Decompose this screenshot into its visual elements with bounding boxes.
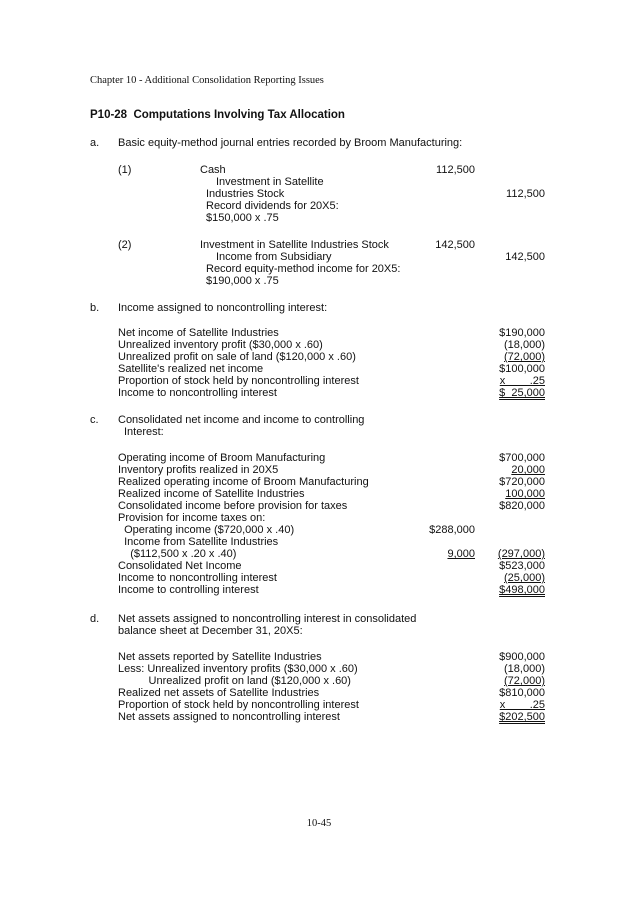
d-row-label: Net assets assigned to noncontrolling interest bbox=[118, 711, 340, 723]
part-c-heading-2: Interest: bbox=[124, 426, 164, 438]
entry-2-note-1: Record equity-method income for 20X5: bbox=[206, 263, 401, 275]
d-row-value: $810,000 bbox=[499, 687, 545, 699]
c-row-label: Operating income ($720,000 x .40) bbox=[118, 524, 295, 536]
entry-2-number: (2) bbox=[118, 239, 132, 251]
c-row-value: 100,000 bbox=[505, 488, 545, 500]
c-row-label: Operating income of Broom Manufacturing bbox=[118, 452, 326, 464]
b-row-value: $ 25,000 bbox=[499, 387, 545, 399]
d-row-value: x .25 bbox=[499, 699, 545, 711]
b-row-label: Proportion of stock held by noncontrolling interest bbox=[118, 375, 359, 387]
c-row-value: 20,000 bbox=[511, 464, 545, 476]
c-row-label: Consolidated income before provision for taxes bbox=[118, 500, 348, 512]
b-row-label: Income to noncontrolling interest bbox=[118, 387, 277, 399]
part-c-heading-1: Consolidated net income and income to controlling bbox=[118, 414, 365, 426]
c-row-mid-value: 9,000 bbox=[447, 548, 475, 560]
part-b-letter: b. bbox=[90, 302, 100, 314]
entry-1-number: (1) bbox=[118, 164, 132, 176]
c-row-value: (25,000) bbox=[504, 572, 545, 584]
entry-1-note-2: $150,000 x .75 bbox=[206, 212, 279, 224]
part-a-heading: Basic equity-method journal entries recorded by Broom Manufacturing: bbox=[118, 137, 463, 149]
c-row-mid-value: $288,000 bbox=[429, 524, 475, 536]
c-row-label: Provision for income taxes on: bbox=[118, 512, 266, 524]
part-d-letter: d. bbox=[90, 613, 100, 625]
d-row-label: Proportion of stock held by noncontrolling interest bbox=[118, 699, 359, 711]
d-row-value: $202,500 bbox=[499, 711, 545, 723]
entry-2-credit-line-1: Income from Subsidiary bbox=[216, 251, 332, 263]
b-row-value: $100,000 bbox=[499, 363, 545, 375]
c-row-label: Income to noncontrolling interest bbox=[118, 572, 277, 584]
b-row-value: x .25 bbox=[499, 375, 545, 387]
entry-2-debit-account: Investment in Satellite Industries Stock bbox=[200, 239, 389, 251]
entry-2-note-2: $190,000 x .75 bbox=[206, 275, 279, 287]
entry-2-credit-amount: 142,500 bbox=[505, 251, 545, 263]
b-row-label: Net income of Satellite Industries bbox=[118, 327, 279, 339]
c-row-label: Realized income of Satellite Industries bbox=[118, 488, 305, 500]
c-row-value: $523,000 bbox=[499, 560, 545, 572]
c-row-value: $820,000 bbox=[499, 500, 545, 512]
b-row-value: (18,000) bbox=[504, 339, 545, 351]
entry-1-note-1: Record dividends for 20X5: bbox=[206, 200, 339, 212]
b-row-label: Satellite's realized net income bbox=[118, 363, 264, 375]
part-c-letter: c. bbox=[90, 414, 99, 426]
entry-1-credit-amount: 112,500 bbox=[506, 188, 545, 200]
b-row-label: Unrealized inventory profit ($30,000 x .60) bbox=[118, 339, 323, 351]
c-row-label: Inventory profits realized in 20X5 bbox=[118, 464, 279, 476]
part-d-heading-2: balance sheet at December 31, 20X5: bbox=[118, 625, 303, 637]
part-b-heading: Income assigned to noncontrolling interest: bbox=[118, 302, 328, 314]
c-row-label: Income to controlling interest bbox=[118, 584, 259, 596]
d-row-label: Net assets reported by Satellite Industries bbox=[118, 651, 322, 663]
d-row-label: Realized net assets of Satellite Industries bbox=[118, 687, 320, 699]
part-a-letter: a. bbox=[90, 137, 100, 149]
b-row-value: (72,000) bbox=[504, 351, 545, 363]
c-row-value: $720,000 bbox=[499, 476, 545, 488]
entry-1-credit-line-1: Investment in Satellite bbox=[216, 176, 324, 188]
c-row-label: Income from Satellite Industries bbox=[118, 536, 279, 548]
c-row-value: (297,000) bbox=[497, 548, 545, 560]
c-row-value: $700,000 bbox=[499, 452, 545, 464]
entry-2-debit-amount: 142,500 bbox=[435, 239, 475, 251]
b-row-label: Unrealized profit on sale of land ($120,000 x .60) bbox=[118, 351, 356, 363]
d-row-value: (72,000) bbox=[504, 675, 545, 687]
part-d-heading-1: Net assets assigned to noncontrolling interest in consolidated bbox=[118, 613, 417, 625]
d-row-value: (18,000) bbox=[504, 663, 545, 675]
page-number: 10-45 bbox=[306, 818, 332, 829]
entry-1-debit-account: Cash bbox=[200, 164, 226, 176]
page-header: Chapter 10 - Additional Consolidation Reporting Issues bbox=[90, 75, 324, 86]
c-row-label: Consolidated Net Income bbox=[118, 560, 242, 572]
problem-title: P10-28 Computations Involving Tax Allocation bbox=[90, 109, 345, 121]
c-row-label: Realized operating income of Broom Manufacturing bbox=[118, 476, 369, 488]
c-row-value: $498,000 bbox=[499, 584, 545, 596]
entry-1-credit-line-2: Industries Stock bbox=[206, 188, 285, 200]
b-row-value: $190,000 bbox=[499, 327, 545, 339]
d-row-label: Unrealized profit on land ($120,000 x .60) bbox=[118, 675, 351, 687]
entry-1-debit-amount: 112,500 bbox=[436, 164, 475, 176]
d-row-value: $900,000 bbox=[499, 651, 545, 663]
c-row-label: ($112,500 x .20 x .40) bbox=[118, 548, 237, 560]
d-row-label: Less: Unrealized inventory profits ($30,000 x .60) bbox=[118, 663, 358, 675]
